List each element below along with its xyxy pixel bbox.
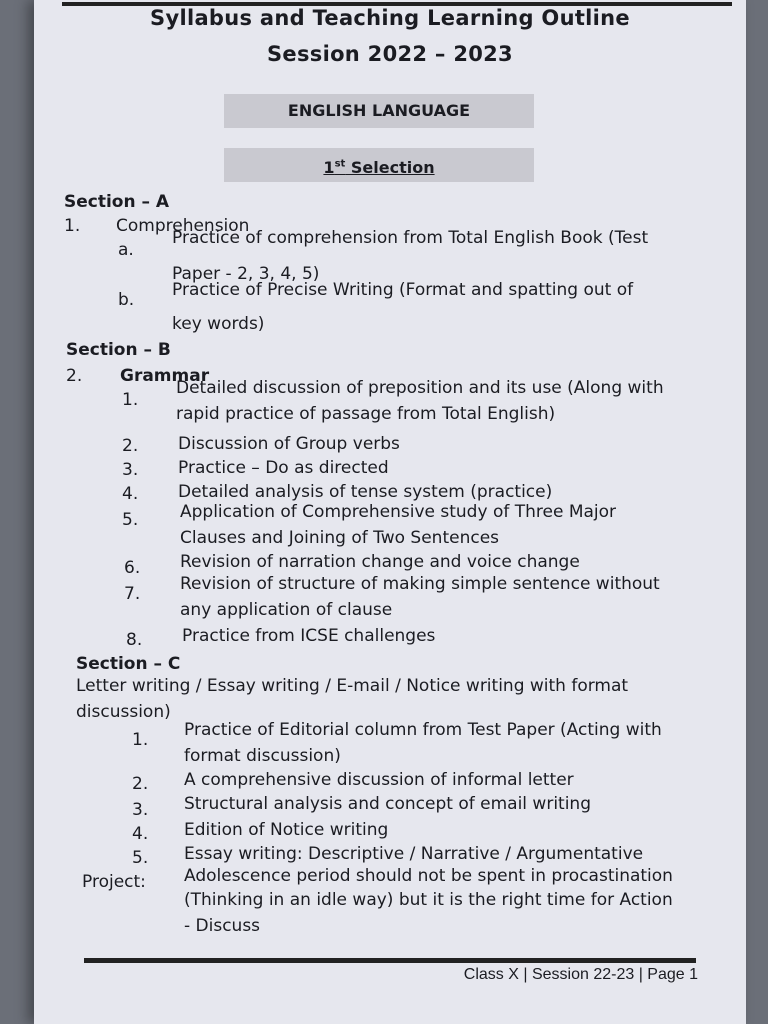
section-a-topic: Comprehension bbox=[116, 216, 250, 236]
list-item-text: Detailed analysis of tense system (practice) bbox=[178, 482, 553, 502]
list-item-text: Essay writing: Descriptive / Narrative / Argumentative bbox=[184, 844, 644, 864]
section-c-heading: Section – C bbox=[76, 654, 181, 674]
document-page bbox=[34, 0, 746, 1024]
list-marker: 6. bbox=[124, 558, 141, 578]
list-marker: a. bbox=[118, 240, 134, 260]
page-footer: Class X | Session 22-23 | Page 1 bbox=[463, 966, 698, 983]
list-item-text: A comprehensive discussion of informal letter bbox=[184, 770, 574, 790]
bottom-rule bbox=[84, 958, 696, 963]
document-title: Syllabus and Teaching Learning Outline bbox=[150, 6, 630, 30]
list-marker: 5. bbox=[122, 510, 139, 530]
project-label: Project: bbox=[82, 872, 146, 892]
list-item-text: Revision of narration change and voice change bbox=[180, 552, 580, 572]
list-item-text: Practice of Precise Writing (Format and spatting out of bbox=[172, 280, 634, 300]
list-marker: 3. bbox=[122, 460, 139, 480]
list-item-text: Revision of structure of making simple sentence without bbox=[180, 574, 660, 594]
list-item-text: Paper - 2, 3, 4, 5) bbox=[172, 264, 320, 284]
list-marker: 1. bbox=[132, 730, 149, 750]
list-item-text: any application of clause bbox=[180, 600, 393, 620]
subject-label: ENGLISH LANGUAGE bbox=[287, 101, 471, 120]
list-item-text: Practice of Editorial column from Test Paper (Acting with bbox=[184, 720, 662, 740]
section-a-number: 1. bbox=[64, 216, 81, 236]
selection-band bbox=[224, 148, 534, 182]
project-text: - Discuss bbox=[184, 916, 261, 936]
list-item-text: Practice – Do as directed bbox=[178, 458, 389, 478]
list-item-text: Structural analysis and concept of email writing bbox=[184, 794, 591, 814]
section-b-number: 2. bbox=[66, 366, 83, 386]
list-item-text: Practice of comprehension from Total English Book (Test bbox=[172, 228, 649, 248]
list-marker: 3. bbox=[132, 800, 149, 820]
list-item-text: Clauses and Joining of Two Sentences bbox=[180, 528, 500, 548]
list-marker: 5. bbox=[132, 848, 149, 868]
list-marker: b. bbox=[118, 290, 135, 310]
project-text: (Thinking in an idle way) but it is the right time for Action bbox=[184, 890, 673, 910]
list-item-text: Detailed discussion of preposition and its use (Along with bbox=[176, 378, 664, 398]
list-item-text: Application of Comprehensive study of Three Major bbox=[180, 502, 617, 522]
subject-band bbox=[224, 94, 534, 128]
section-b-topic: Grammar bbox=[120, 366, 210, 386]
list-marker: 8. bbox=[126, 630, 143, 650]
list-marker: 4. bbox=[132, 824, 149, 844]
list-marker: 1. bbox=[122, 390, 139, 410]
list-marker: 2. bbox=[122, 436, 139, 456]
list-item-text: format discussion) bbox=[184, 746, 341, 766]
selection-heading bbox=[323, 158, 434, 177]
project-text: Adolescence period should not be spent in procastination bbox=[184, 866, 673, 886]
selection-number: 1 bbox=[323, 158, 335, 178]
section-a-heading: Section – A bbox=[64, 192, 170, 212]
list-item-text: Edition of Notice writing bbox=[184, 820, 389, 840]
list-item-text: key words) bbox=[172, 314, 265, 334]
section-b-heading: Section – B bbox=[66, 340, 171, 360]
selection-ordinal: st bbox=[334, 159, 346, 170]
section-c-intro: discussion) bbox=[76, 702, 171, 722]
list-item-text: rapid practice of passage from Total English) bbox=[176, 404, 556, 424]
list-marker: 2. bbox=[132, 774, 149, 794]
selection-label: Selection bbox=[345, 158, 435, 178]
list-item-text: Discussion of Group verbs bbox=[178, 434, 400, 454]
list-marker: 4. bbox=[122, 484, 139, 504]
list-item-text: Practice from ICSE challenges bbox=[182, 626, 436, 646]
list-marker: 7. bbox=[124, 584, 141, 604]
session-title: Session 2022 – 2023 bbox=[267, 42, 513, 66]
section-c-intro: Letter writing / Essay writing / E-mail / Notice writing with format bbox=[76, 676, 629, 696]
